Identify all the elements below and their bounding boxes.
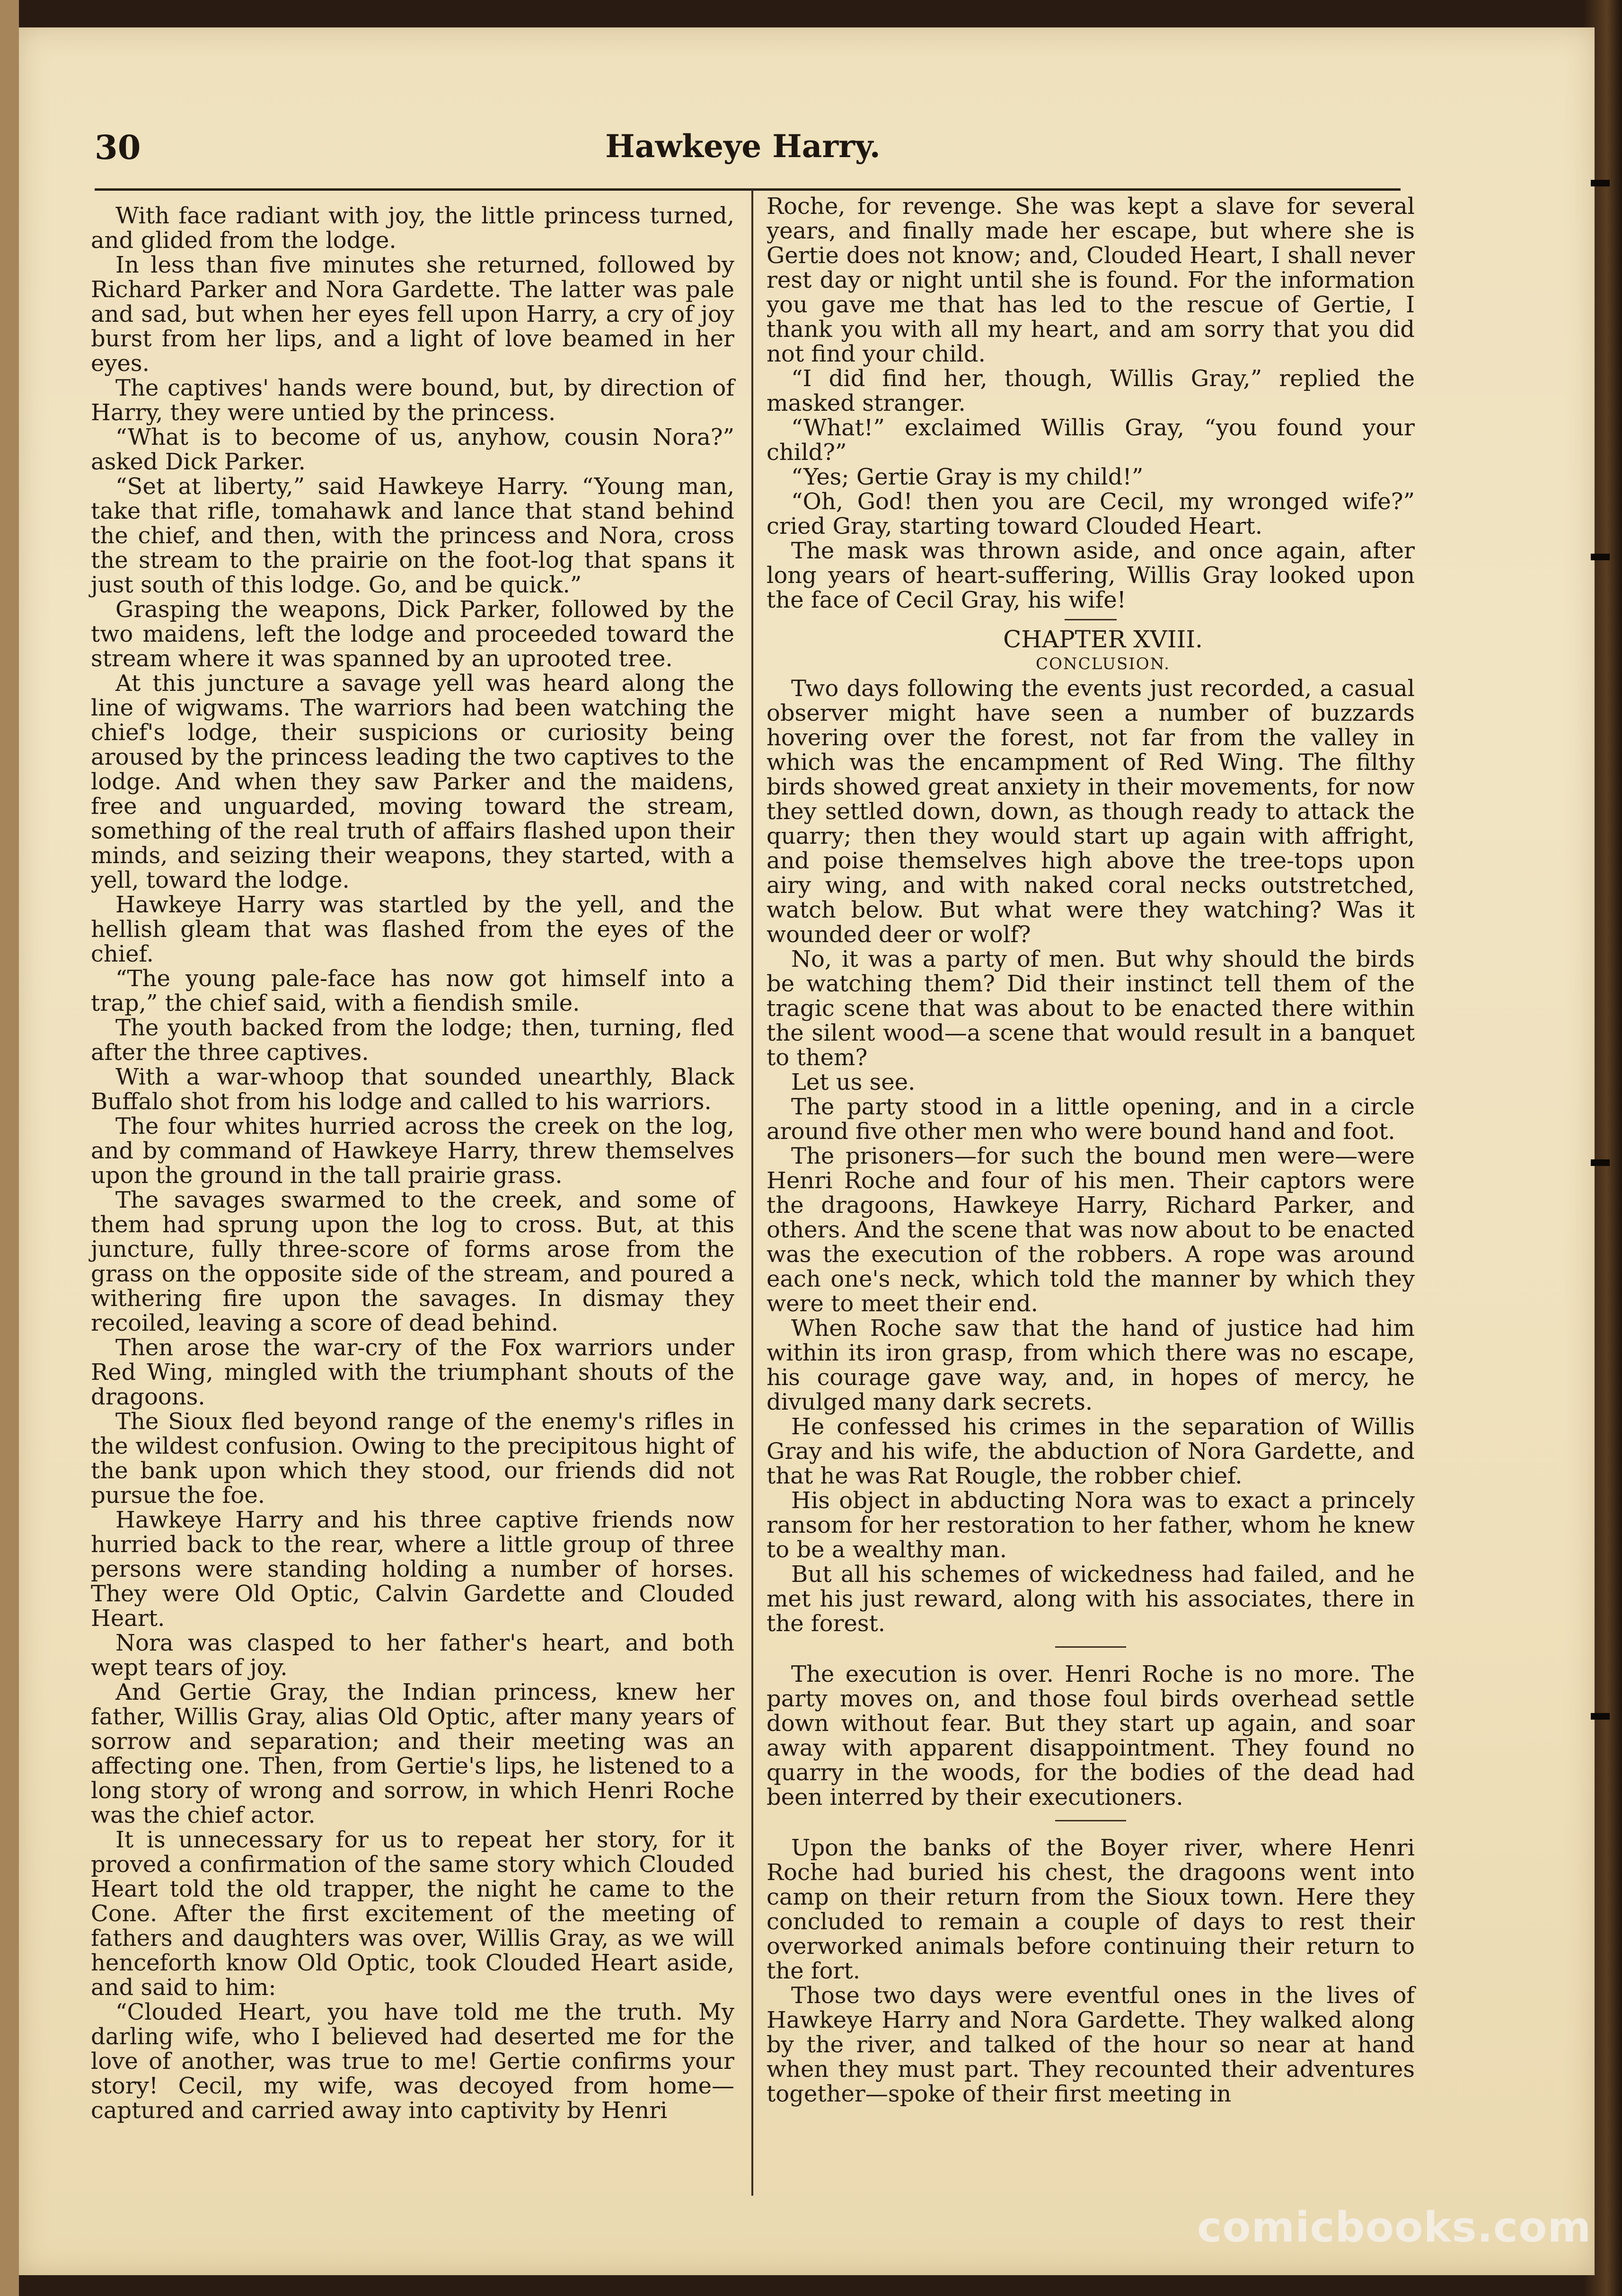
- paragraph: The mask was thrown aside, and once again, after long years of heart-suffering, Willis Gray looked upon the face of Cecil Gray, his wife!: [767, 538, 1415, 613]
- page-header: [76, 128, 1410, 175]
- column-divider: [751, 189, 753, 2196]
- paragraph: It is unnecessary for us to repeat her story, for it proved a confirmation of the same story which Clouded Heart told the old trapper, the night he came to the Cone. After the first excitement of the meeting of fathers and daughters was over, Willis Gray, as we will henceforth know Old Optic, took Clouded Heart aside, and said to him:: [91, 1827, 734, 2001]
- header-rule: [95, 188, 1401, 191]
- section-rule: [1055, 1646, 1126, 1648]
- watermark-text: comicbooks.com: [1197, 2203, 1592, 2252]
- section-rule: [1065, 619, 1117, 620]
- paragraph: Hawkeye Harry and his three captive friends now hurried back to the rear, where a little group of three persons were standing holding a number of horses. They were Old Optic, Calvin Gardette and Clouded Heart.: [91, 1507, 734, 1632]
- section-rule: [1055, 1820, 1126, 1821]
- page-left-edge: [0, 0, 19, 2296]
- paragraph: “Yes; Gertie Gray is my child!”: [791, 464, 1144, 490]
- paragraph: The prisoners—for such the bound men were—were Henri Roche and four of his men. Their captors were the dragoons, Hawkeye Harry, Richard Parker, and others. And the scene that was now about to be enacted was the execution of the robbers. A rope was around each one's neck, which told the manner by which they were to meet their end.: [767, 1143, 1415, 1317]
- paragraph: Upon the banks of the Boyer river, where Henri Roche had buried his chest, the dragoons went into camp on their return from the Sioux town. Here they concluded to remain a couple of days to rest their overworked animals before continuing their return to the fort.: [767, 1835, 1415, 1984]
- left-column: [91, 203, 734, 2123]
- paragraph: “Set at liberty,” said Hawkeye Harry. “Young man, take that rifle, tomahawk and lance that stand behind the chief, and then, with the princess and Nora, cross the stream to the prairie on the foot-log that spans it just south of this lodge. Go, and be quick.”: [91, 473, 734, 598]
- paragraph: Hawkeye Harry was startled by the yell, and the hellish gleam that was flashed from the eyes of the chief.: [91, 892, 734, 967]
- paragraph: “I did find her, though, Willis Gray,” replied the masked stranger.: [767, 365, 1415, 416]
- binding-stitch: [1591, 1159, 1610, 1166]
- paragraph: “What!” exclaimed Willis Gray, “you found your child?”: [767, 415, 1415, 466]
- paragraph: Roche, for revenge. She was kept a slave for several years, and finally made her escape, but where she is Gertie does not know; and, Clouded Heart, I shall never rest day or night until she is found. For the information you gave me that has led to the rescue of Gertie, I thank you with all my heart, and am sorry that you did not find your child.: [767, 193, 1415, 367]
- paragraph: With a war-whoop that sounded unearthly, Black Buffalo shot from his lodge and called to his warriors.: [91, 1064, 734, 1115]
- right-column: [767, 194, 1415, 2106]
- paragraph: “What is to become of us, anyhow, cousin Nora?” asked Dick Parker.: [91, 424, 734, 475]
- paragraph: Nora was clasped to her father's heart, and both wept tears of joy.: [91, 1630, 734, 1681]
- paragraph: His object in abducting Nora was to exact a princely ransom for her restoration to her father, whom he knew to be a wealthy man.: [767, 1487, 1415, 1563]
- paragraph: The savages swarmed to the creek, and some of them had sprung upon the log to cross. But, at this juncture, fully three-score of forms arose from the grass on the opposite side of the stream, and poured a withering fire upon the savages. In dismay they recoiled, leaving a score of dead behind.: [91, 1187, 734, 1336]
- paragraph: The execution is over. Henri Roche is no more. The party moves on, and those foul birds overhead settle down without fear. But they start up again, and soar away with apparent disappointment. They found no quarry in the woods, for the bodies of the dead had been interred by their executioners.: [767, 1661, 1415, 1810]
- paragraph: Grasping the weapons, Dick Parker, followed by the two maidens, left the lodge and proceeded toward the stream where it was spanned by an uprooted tree.: [91, 596, 734, 672]
- binding-stitch: [1591, 554, 1610, 560]
- paragraph: Then arose the war-cry of the Fox warriors under Red Wing, mingled with the triumphant shouts of the dragoons.: [91, 1334, 734, 1410]
- paragraph: With face radiant with joy, the little princess turned, and glided from the lodge.: [91, 203, 734, 254]
- paragraph: Those two days were eventful ones in the lives of Hawkeye Harry and Nora Gardette. They walked along by the river, and talked of the hour so near at hand when they must part. They recounted their adventures together—spoke of their first meeting in: [767, 1982, 1415, 2107]
- paragraph: But all his schemes of wickedness had failed, and he met his just reward, along with his associates, there in the forest.: [767, 1561, 1415, 1637]
- paragraph: The party stood in a little opening, and in a circle around five other men who were bound hand and foot.: [767, 1094, 1415, 1145]
- paragraph: And Gertie Gray, the Indian princess, knew her father, Willis Gray, alias Old Optic, after many years of sorrow and separation; and their meeting was an affecting one. Then, from Gertie's lips, he listened to a long story of wrong and sorrow, in which Henri Roche was the chief actor.: [91, 1679, 734, 1828]
- running-title: Hawkeye Harry.: [605, 128, 881, 165]
- paragraph: The Sioux fled beyond range of the enemy's rifles in the wildest confusion. Owing to the precipitous hight of the bank upon which they stood, our friends did not pursue the foe.: [91, 1408, 734, 1509]
- paragraph: “The young pale-face has now got himself into a trap,” the chief said, with a fiendish smile.: [91, 965, 734, 1016]
- paragraph: He confessed his crimes in the separation of Willis Gray and his wife, the abduction of Nora Gardette, and that he was Rat Rougle, the robber chief.: [767, 1413, 1415, 1489]
- paragraph: The youth backed from the lodge; then, turning, fled after the three captives.: [91, 1015, 734, 1066]
- binding-stitch: [1591, 1713, 1610, 1720]
- paragraph: At this juncture a savage yell was heard along the line of wigwams. The warriors had been watching the chief's lodge, their suspicions or curiosity being aroused by the princess leading the two captives to the lodge. And when they saw Parker and the maidens, free and unguarded, moving toward the stream, something of the real truth of affairs flashed upon their minds, and seizing their weapons, they started, with a yell, toward the lodge.: [91, 670, 734, 893]
- paragraph: When Roche saw that the hand of justice had him within its iron grasp, from which there was no escape, his courage gave way, and, in hopes of mercy, he divulged many dark secrets.: [767, 1315, 1415, 1415]
- paragraph: “Oh, God! then you are Cecil, my wronged wife?” cried Gray, starting toward Clouded Heart.: [767, 488, 1415, 539]
- binding-stitch: [1591, 180, 1610, 186]
- paragraph: Let us see.: [791, 1069, 916, 1095]
- paragraph: No, it was a party of men. But why should the birds be watching them? Did their instinct tell them of the tragic scene that was about to be enacted there within the silent wood—a scene that would result in a banquet to them?: [767, 946, 1415, 1071]
- chapter-title: CHAPTER XVIII.: [1003, 626, 1203, 653]
- paragraph: In less than five minutes she returned, followed by Richard Parker and Nora Gardette. The latter was pale and sad, but when her eyes fell upon Harry, a cry of joy burst from her lips, and a light of love beamed in her eyes.: [91, 252, 734, 377]
- paragraph: “Clouded Heart, you have told me the truth. My darling wife, who I believed had deserted me for the love of another, was true to me! Gertie confirms your story! Cecil, my wife, was decoyed from home—captured and carried away into captivity by Henri: [91, 1999, 734, 2124]
- chapter-subtitle: CONCLUSION.: [1035, 654, 1170, 673]
- paragraph: Two days following the events just recorded, a casual observer might have seen a number of buzzards hovering over the forest, not far from the valley in which was the encampment of Red Wing. The filthy birds showed great anxiety in their movements, for now they settled down, down, as though ready to attack the quarry; then they would start up again with affright, and poise themselves high above the tree-tops upon airy wing, and with naked coral necks outstretched, watch below. But what were they watching? Was it wounded deer or wolf?: [767, 675, 1415, 948]
- paragraph: The captives' hands were bound, but, by direction of Harry, they were untied by the princess.: [91, 375, 734, 426]
- paragraph: The four whites hurried across the creek on the log, and by command of Hawkeye Harry, threw themselves upon the ground in the tall prairie grass.: [91, 1113, 734, 1189]
- page-number: 30: [95, 128, 141, 167]
